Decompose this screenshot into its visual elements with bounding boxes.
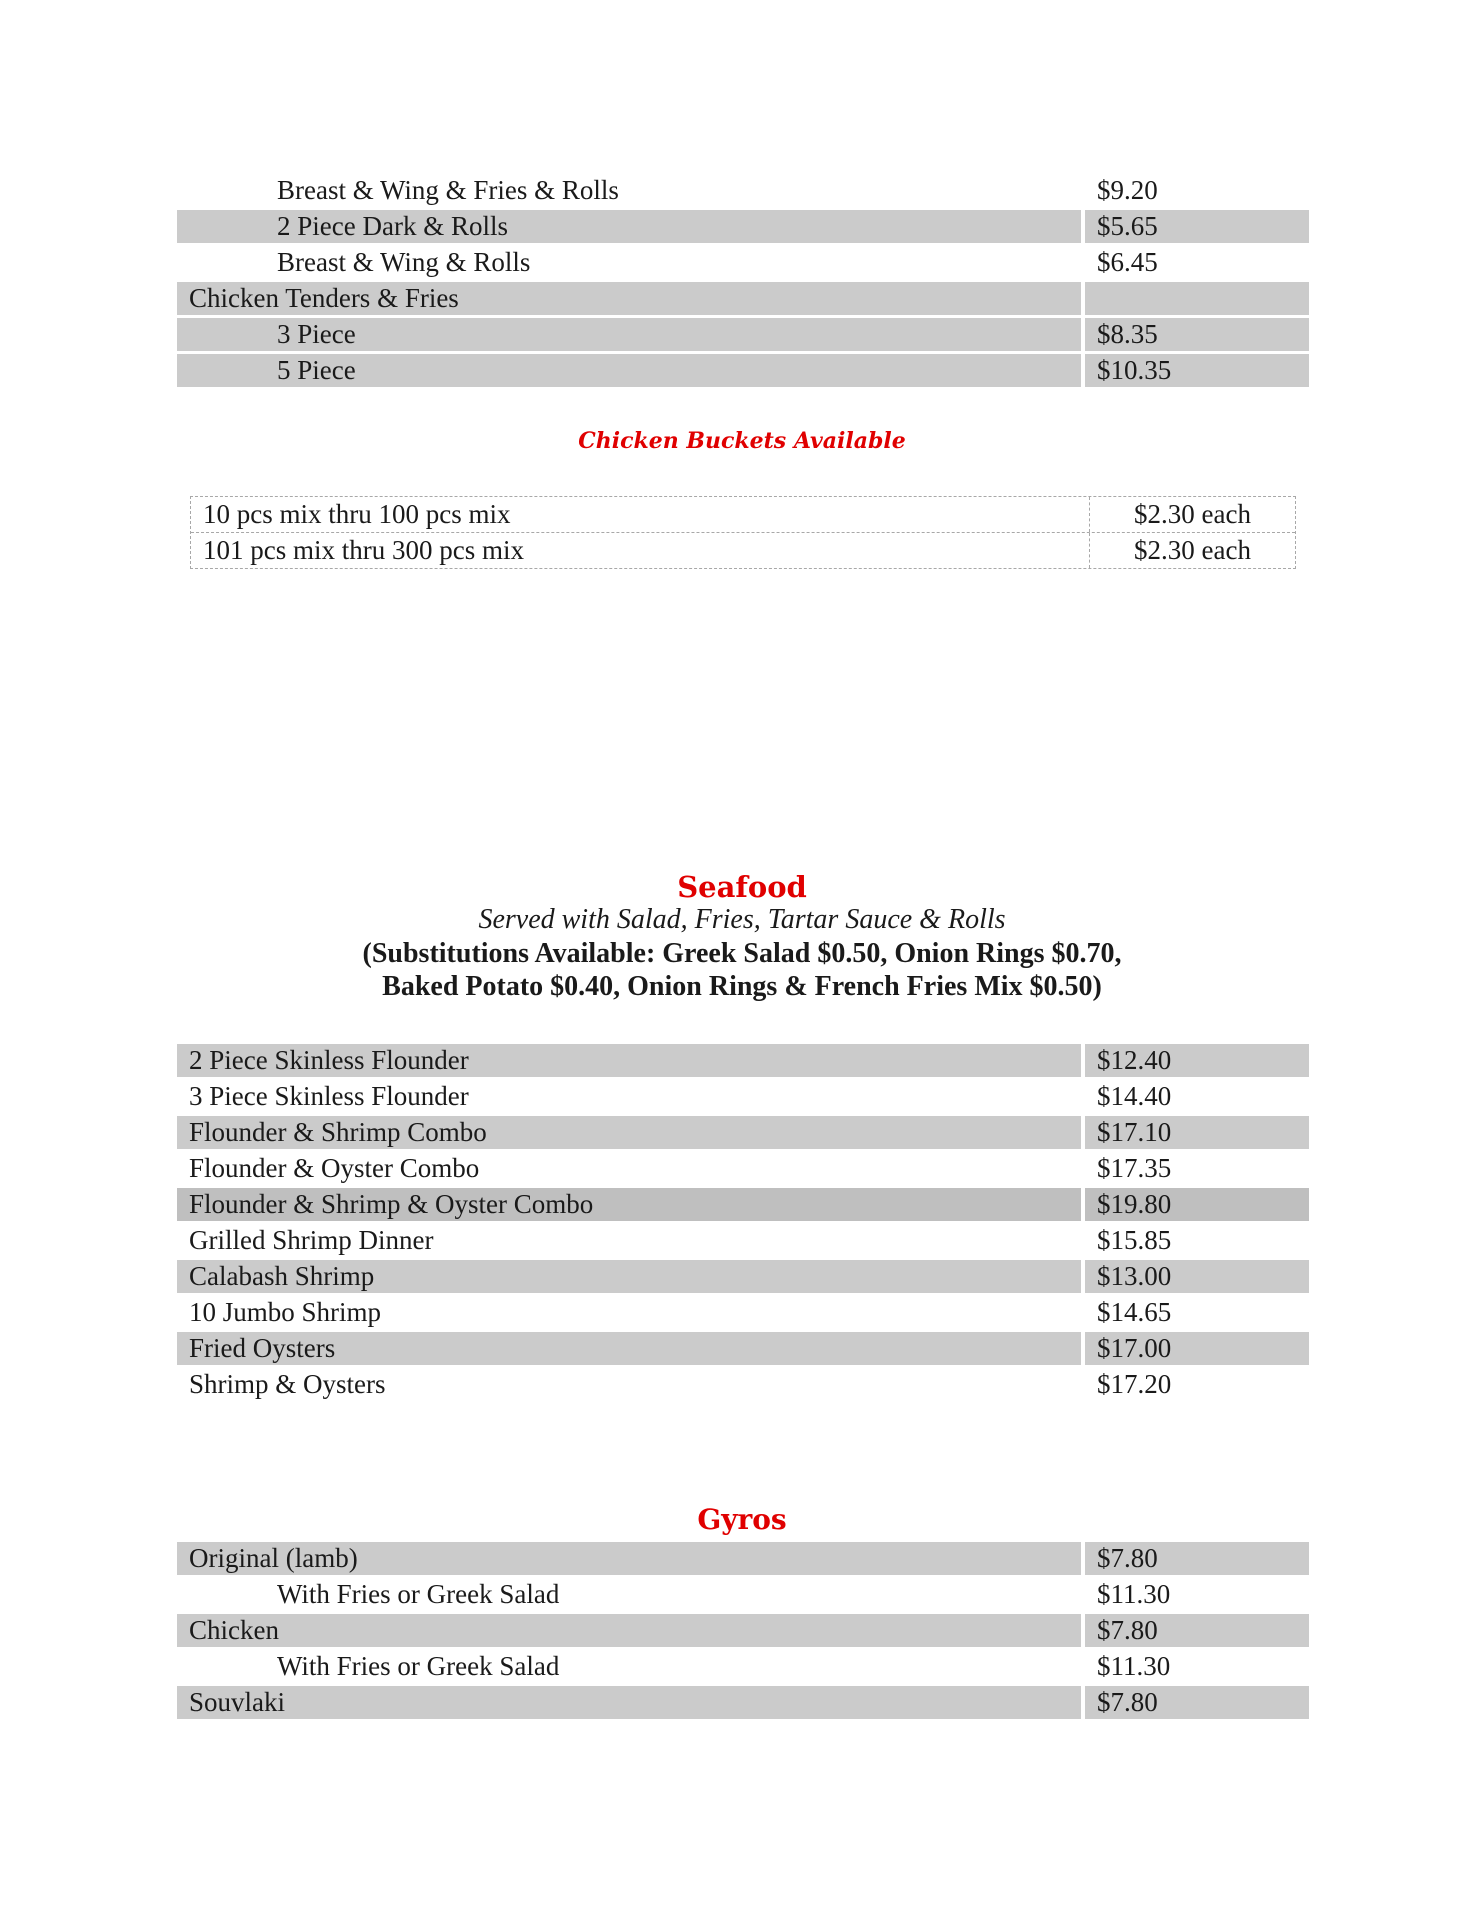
item-name: Chicken Tenders & Fries — [177, 282, 1081, 315]
seafood-substitutions-line1: (Substitutions Available: Greek Salad $0.50, Onion Rings $0.70, — [362, 938, 1122, 969]
seafood-title: Seafood — [677, 870, 807, 904]
item-name: 3 Piece Skinless Flounder — [189, 1081, 469, 1111]
menu-row — [177, 1578, 1309, 1611]
item-name: With Fries or Greek Salad — [277, 1651, 560, 1681]
bucket-name: 101 pcs mix thru 300 pcs mix — [191, 533, 1090, 568]
item-name: Shrimp & Oysters — [189, 1369, 386, 1399]
item-name: Original (lamb) — [177, 1542, 1081, 1575]
menu-row — [177, 1296, 1309, 1329]
item-name: 2 Piece Dark & Rolls — [177, 210, 1081, 243]
menu-row — [177, 1332, 1309, 1365]
item-price: $17.00 — [1085, 1332, 1309, 1365]
gyros-title: Gyros — [697, 1503, 787, 1536]
menu-row — [177, 1614, 1309, 1647]
buckets-row — [191, 497, 1295, 532]
menu-row — [177, 354, 1309, 387]
item-name: 3 Piece — [177, 318, 1081, 351]
item-price: $17.35 — [1097, 1153, 1172, 1183]
item-name: Calabash Shrimp — [177, 1260, 1081, 1293]
item-name: Souvlaki — [177, 1686, 1081, 1719]
seafood-menu-table — [177, 1044, 1309, 1404]
item-name: Fried Oysters — [177, 1332, 1081, 1365]
item-price: $13.00 — [1085, 1260, 1309, 1293]
buckets-note: Chicken Buckets Available — [578, 428, 906, 454]
item-name: Flounder & Shrimp Combo — [177, 1116, 1081, 1149]
seafood-substitutions-line2: Baked Potato $0.40, Onion Rings & French Fries Mix $0.50) — [382, 971, 1102, 1002]
item-price: $10.35 — [1085, 354, 1309, 387]
item-price: $6.45 — [1097, 247, 1158, 277]
menu-row — [177, 1224, 1309, 1257]
gyros-menu-table — [177, 1542, 1309, 1722]
menu-row — [177, 1116, 1309, 1149]
item-price: $12.40 — [1085, 1044, 1309, 1077]
item-price: $8.35 — [1085, 318, 1309, 351]
item-price: $17.20 — [1097, 1369, 1172, 1399]
bucket-price: $2.30 each — [1134, 535, 1251, 565]
item-price: $11.30 — [1097, 1579, 1171, 1609]
item-price: $11.30 — [1097, 1651, 1171, 1681]
item-price: $15.85 — [1097, 1225, 1172, 1255]
menu-row — [177, 1686, 1309, 1719]
item-price: $14.40 — [1097, 1081, 1172, 1111]
menu-row — [177, 174, 1309, 207]
menu-row — [177, 210, 1309, 243]
menu-row — [177, 1650, 1309, 1683]
menu-row — [177, 1152, 1309, 1185]
menu-row — [177, 1044, 1309, 1077]
menu-row — [177, 318, 1309, 351]
item-name: Flounder & Oyster Combo — [189, 1153, 480, 1183]
item-price — [1085, 282, 1309, 315]
item-price: $17.10 — [1085, 1116, 1309, 1149]
item-price: $5.65 — [1085, 210, 1309, 243]
item-name: Grilled Shrimp Dinner — [189, 1225, 434, 1255]
menu-row — [177, 246, 1309, 279]
item-price: $19.80 — [1085, 1188, 1309, 1221]
item-name: 10 Jumbo Shrimp — [189, 1297, 382, 1327]
item-name: 2 Piece Skinless Flounder — [177, 1044, 1081, 1077]
buckets-row — [191, 532, 1295, 568]
buckets-table — [190, 496, 1296, 569]
item-price: $9.20 — [1097, 175, 1158, 205]
seafood-subtitle: Served with Salad, Fries, Tartar Sauce & Rolls — [478, 904, 1006, 935]
menu-row — [177, 1542, 1309, 1575]
item-price: $7.80 — [1085, 1542, 1309, 1575]
item-price: $14.65 — [1097, 1297, 1172, 1327]
bucket-price: $2.30 each — [1134, 499, 1251, 529]
menu-row — [177, 1188, 1309, 1221]
item-name: With Fries or Greek Salad — [277, 1579, 560, 1609]
menu-row — [177, 1080, 1309, 1113]
chicken-menu-table — [177, 174, 1309, 390]
bucket-name: 10 pcs mix thru 100 pcs mix — [191, 497, 1090, 532]
item-name: Flounder & Shrimp & Oyster Combo — [177, 1188, 1081, 1221]
item-name: 5 Piece — [177, 354, 1081, 387]
item-price: $7.80 — [1085, 1686, 1309, 1719]
item-name: Breast & Wing & Rolls — [277, 247, 531, 277]
item-price: $7.80 — [1085, 1614, 1309, 1647]
menu-row — [177, 1368, 1309, 1401]
item-name: Breast & Wing & Fries & Rolls — [277, 175, 619, 205]
menu-row — [177, 282, 1309, 315]
menu-row — [177, 1260, 1309, 1293]
item-name: Chicken — [177, 1614, 1081, 1647]
